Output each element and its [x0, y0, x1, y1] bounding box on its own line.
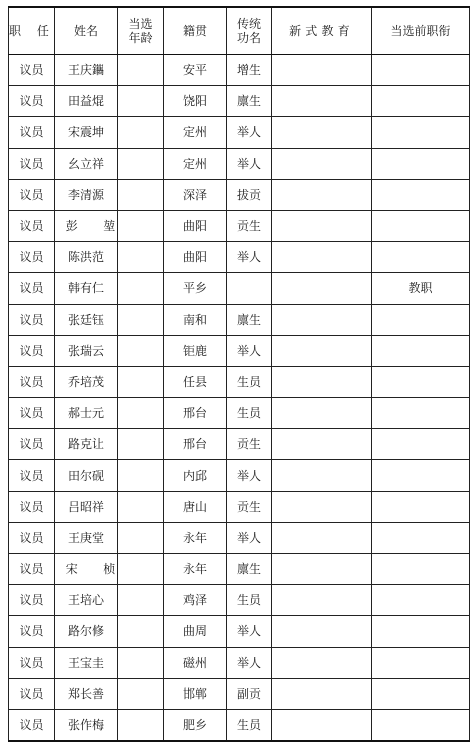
table-row — [9, 304, 470, 335]
cell-age — [118, 335, 164, 366]
cell-traditional: 贡生 — [227, 491, 272, 522]
cell-new-education — [272, 522, 372, 553]
cell-new-education — [272, 210, 372, 241]
cell-age — [118, 273, 164, 304]
table-row — [9, 179, 470, 210]
cell-position: 议员 — [9, 647, 55, 678]
cell-name: 王宝圭 — [55, 647, 118, 678]
table-row — [9, 429, 470, 460]
cell-position: 议员 — [9, 242, 55, 273]
cell-name: 李清源 — [55, 179, 118, 210]
cell-position: 议员 — [9, 210, 55, 241]
cell-position: 议员 — [9, 304, 55, 335]
cell-native-place: 曲阳 — [164, 210, 227, 241]
header-traditional-line2: 功名 — [236, 31, 261, 45]
table-row — [9, 554, 470, 585]
cell-position: 议员 — [9, 709, 55, 741]
table-row — [9, 647, 470, 678]
cell-traditional: 增生 — [227, 55, 272, 86]
cell-age — [118, 460, 164, 491]
cell-native-place: 永年 — [164, 554, 227, 585]
table-header — [9, 7, 470, 55]
cell-new-education — [272, 585, 372, 616]
cell-position: 议员 — [9, 585, 55, 616]
cell-native-place: 饶阳 — [164, 86, 227, 117]
cell-age — [118, 179, 164, 210]
cell-position: 议员 — [9, 86, 55, 117]
table-row — [9, 86, 470, 117]
cell-traditional — [227, 273, 272, 304]
cell-name: 彭 堃 — [55, 210, 118, 241]
cell-age — [118, 398, 164, 429]
cell-new-education — [272, 179, 372, 210]
cell-name: 张瑞云 — [55, 335, 118, 366]
cell-native-place: 平乡 — [164, 273, 227, 304]
cell-prior-post — [372, 709, 470, 741]
cell-name: 王培心 — [55, 585, 118, 616]
cell-new-education — [272, 242, 372, 273]
cell-age — [118, 148, 164, 179]
cell-age — [118, 86, 164, 117]
cell-position: 议员 — [9, 335, 55, 366]
cell-native-place: 深泽 — [164, 179, 227, 210]
cell-traditional: 举人 — [227, 148, 272, 179]
cell-position: 议员 — [9, 179, 55, 210]
cell-name: 郝士元 — [55, 398, 118, 429]
cell-position: 议员 — [9, 678, 55, 709]
cell-traditional: 举人 — [227, 335, 272, 366]
cell-traditional: 贡生 — [227, 429, 272, 460]
table-body — [9, 55, 470, 742]
cell-prior-post — [372, 117, 470, 148]
cell-prior-post — [372, 647, 470, 678]
cell-new-education — [272, 335, 372, 366]
header-row — [9, 7, 470, 55]
cell-native-place: 任县 — [164, 366, 227, 397]
header-age-line1: 当选 — [128, 17, 153, 31]
cell-native-place: 内邱 — [164, 460, 227, 491]
cell-traditional: 生员 — [227, 366, 272, 397]
table-row — [9, 398, 470, 429]
table-row — [9, 366, 470, 397]
table-row — [9, 585, 470, 616]
cell-native-place: 南和 — [164, 304, 227, 335]
cell-traditional: 副贡 — [227, 678, 272, 709]
cell-position: 议员 — [9, 366, 55, 397]
cell-age — [118, 304, 164, 335]
cell-position: 议员 — [9, 460, 55, 491]
cell-native-place: 定州 — [164, 117, 227, 148]
cell-age — [118, 647, 164, 678]
cell-prior-post — [372, 522, 470, 553]
cell-position: 议员 — [9, 554, 55, 585]
cell-prior-post — [372, 304, 470, 335]
cell-native-place: 肥乡 — [164, 709, 227, 741]
cell-name: 韩有仁 — [55, 273, 118, 304]
cell-position: 议员 — [9, 117, 55, 148]
cell-prior-post — [372, 366, 470, 397]
cell-position: 议员 — [9, 429, 55, 460]
header-traditional-line1: 传统 — [236, 17, 261, 31]
cell-new-education — [272, 398, 372, 429]
cell-new-education — [272, 616, 372, 647]
cell-native-place: 邢台 — [164, 429, 227, 460]
header-position: 职 任 — [9, 7, 55, 55]
header-traditional — [227, 7, 272, 55]
cell-position: 议员 — [9, 522, 55, 553]
cell-age — [118, 242, 164, 273]
cell-name: 张作梅 — [55, 709, 118, 741]
cell-name: 张廷钰 — [55, 304, 118, 335]
cell-age — [118, 709, 164, 741]
cell-new-education — [272, 366, 372, 397]
header-name: 姓名 — [55, 7, 118, 55]
cell-traditional: 生员 — [227, 398, 272, 429]
cell-age — [118, 616, 164, 647]
cell-native-place: 曲阳 — [164, 242, 227, 273]
cell-prior-post — [372, 55, 470, 86]
cell-name: 陈洪范 — [55, 242, 118, 273]
cell-prior-post — [372, 585, 470, 616]
cell-prior-post — [372, 554, 470, 585]
cell-new-education — [272, 304, 372, 335]
cell-prior-post: 教职 — [372, 273, 470, 304]
cell-traditional: 廪生 — [227, 554, 272, 585]
header-age — [118, 7, 164, 55]
cell-name: 路克让 — [55, 429, 118, 460]
cell-new-education — [272, 148, 372, 179]
table-row — [9, 522, 470, 553]
cell-traditional: 廪生 — [227, 304, 272, 335]
cell-prior-post — [372, 335, 470, 366]
cell-prior-post — [372, 398, 470, 429]
cell-traditional: 举人 — [227, 522, 272, 553]
cell-prior-post — [372, 86, 470, 117]
cell-native-place: 永年 — [164, 522, 227, 553]
cell-traditional: 举人 — [227, 647, 272, 678]
cell-age — [118, 55, 164, 86]
cell-name: 乔培茂 — [55, 366, 118, 397]
cell-traditional: 生员 — [227, 585, 272, 616]
cell-traditional: 举人 — [227, 242, 272, 273]
cell-native-place: 鸡泽 — [164, 585, 227, 616]
cell-native-place: 钜鹿 — [164, 335, 227, 366]
cell-prior-post — [372, 678, 470, 709]
cell-name: 郑长善 — [55, 678, 118, 709]
cell-traditional: 廪生 — [227, 86, 272, 117]
cell-new-education — [272, 709, 372, 741]
cell-new-education — [272, 554, 372, 585]
cell-prior-post — [372, 429, 470, 460]
cell-new-education — [272, 647, 372, 678]
cell-new-education — [272, 678, 372, 709]
cell-traditional: 举人 — [227, 460, 272, 491]
table-row — [9, 273, 470, 304]
cell-name: 田益焜 — [55, 86, 118, 117]
cell-age — [118, 366, 164, 397]
header-new-education: 新式教育 — [272, 7, 372, 55]
cell-prior-post — [372, 179, 470, 210]
header-prior-post: 当选前职衔 — [372, 7, 470, 55]
table-row — [9, 678, 470, 709]
cell-native-place: 磁州 — [164, 647, 227, 678]
roster-sheet — [8, 6, 469, 742]
cell-name: 王庆鑴 — [55, 55, 118, 86]
cell-traditional: 生员 — [227, 709, 272, 741]
table-row — [9, 242, 470, 273]
cell-age — [118, 429, 164, 460]
table-row — [9, 210, 470, 241]
cell-prior-post — [372, 616, 470, 647]
cell-native-place: 邯郸 — [164, 678, 227, 709]
cell-native-place: 邢台 — [164, 398, 227, 429]
cell-new-education — [272, 460, 372, 491]
cell-new-education — [272, 86, 372, 117]
table-row — [9, 335, 470, 366]
cell-native-place: 安平 — [164, 55, 227, 86]
cell-position: 议员 — [9, 616, 55, 647]
cell-name: 幺立祥 — [55, 148, 118, 179]
cell-position: 议员 — [9, 491, 55, 522]
cell-name: 宋 桢 — [55, 554, 118, 585]
cell-new-education — [272, 429, 372, 460]
roster-table — [8, 6, 470, 742]
cell-position: 议员 — [9, 398, 55, 429]
cell-prior-post — [372, 148, 470, 179]
cell-prior-post — [372, 491, 470, 522]
cell-age — [118, 522, 164, 553]
cell-name: 田尔砚 — [55, 460, 118, 491]
cell-age — [118, 117, 164, 148]
cell-traditional: 拔贡 — [227, 179, 272, 210]
cell-traditional: 贡生 — [227, 210, 272, 241]
cell-name: 王庚堂 — [55, 522, 118, 553]
cell-new-education — [272, 491, 372, 522]
cell-native-place: 唐山 — [164, 491, 227, 522]
cell-prior-post — [372, 242, 470, 273]
cell-prior-post — [372, 460, 470, 491]
cell-traditional: 举人 — [227, 117, 272, 148]
cell-name: 路尔修 — [55, 616, 118, 647]
table-row — [9, 460, 470, 491]
cell-traditional: 举人 — [227, 616, 272, 647]
table-row — [9, 616, 470, 647]
cell-prior-post — [372, 210, 470, 241]
header-age-line2: 年龄 — [128, 31, 153, 45]
cell-name: 吕昭祥 — [55, 491, 118, 522]
header-native-place: 籍贯 — [164, 7, 227, 55]
cell-age — [118, 491, 164, 522]
cell-age — [118, 678, 164, 709]
cell-position: 议员 — [9, 148, 55, 179]
cell-new-education — [272, 117, 372, 148]
cell-position: 议员 — [9, 55, 55, 86]
table-row — [9, 117, 470, 148]
cell-native-place: 曲周 — [164, 616, 227, 647]
table-row — [9, 148, 470, 179]
cell-position: 议员 — [9, 273, 55, 304]
table-row — [9, 491, 470, 522]
table-row — [9, 55, 470, 86]
cell-new-education — [272, 55, 372, 86]
cell-name: 宋震坤 — [55, 117, 118, 148]
cell-age — [118, 585, 164, 616]
table-row — [9, 709, 470, 741]
cell-native-place: 定州 — [164, 148, 227, 179]
cell-new-education — [272, 273, 372, 304]
